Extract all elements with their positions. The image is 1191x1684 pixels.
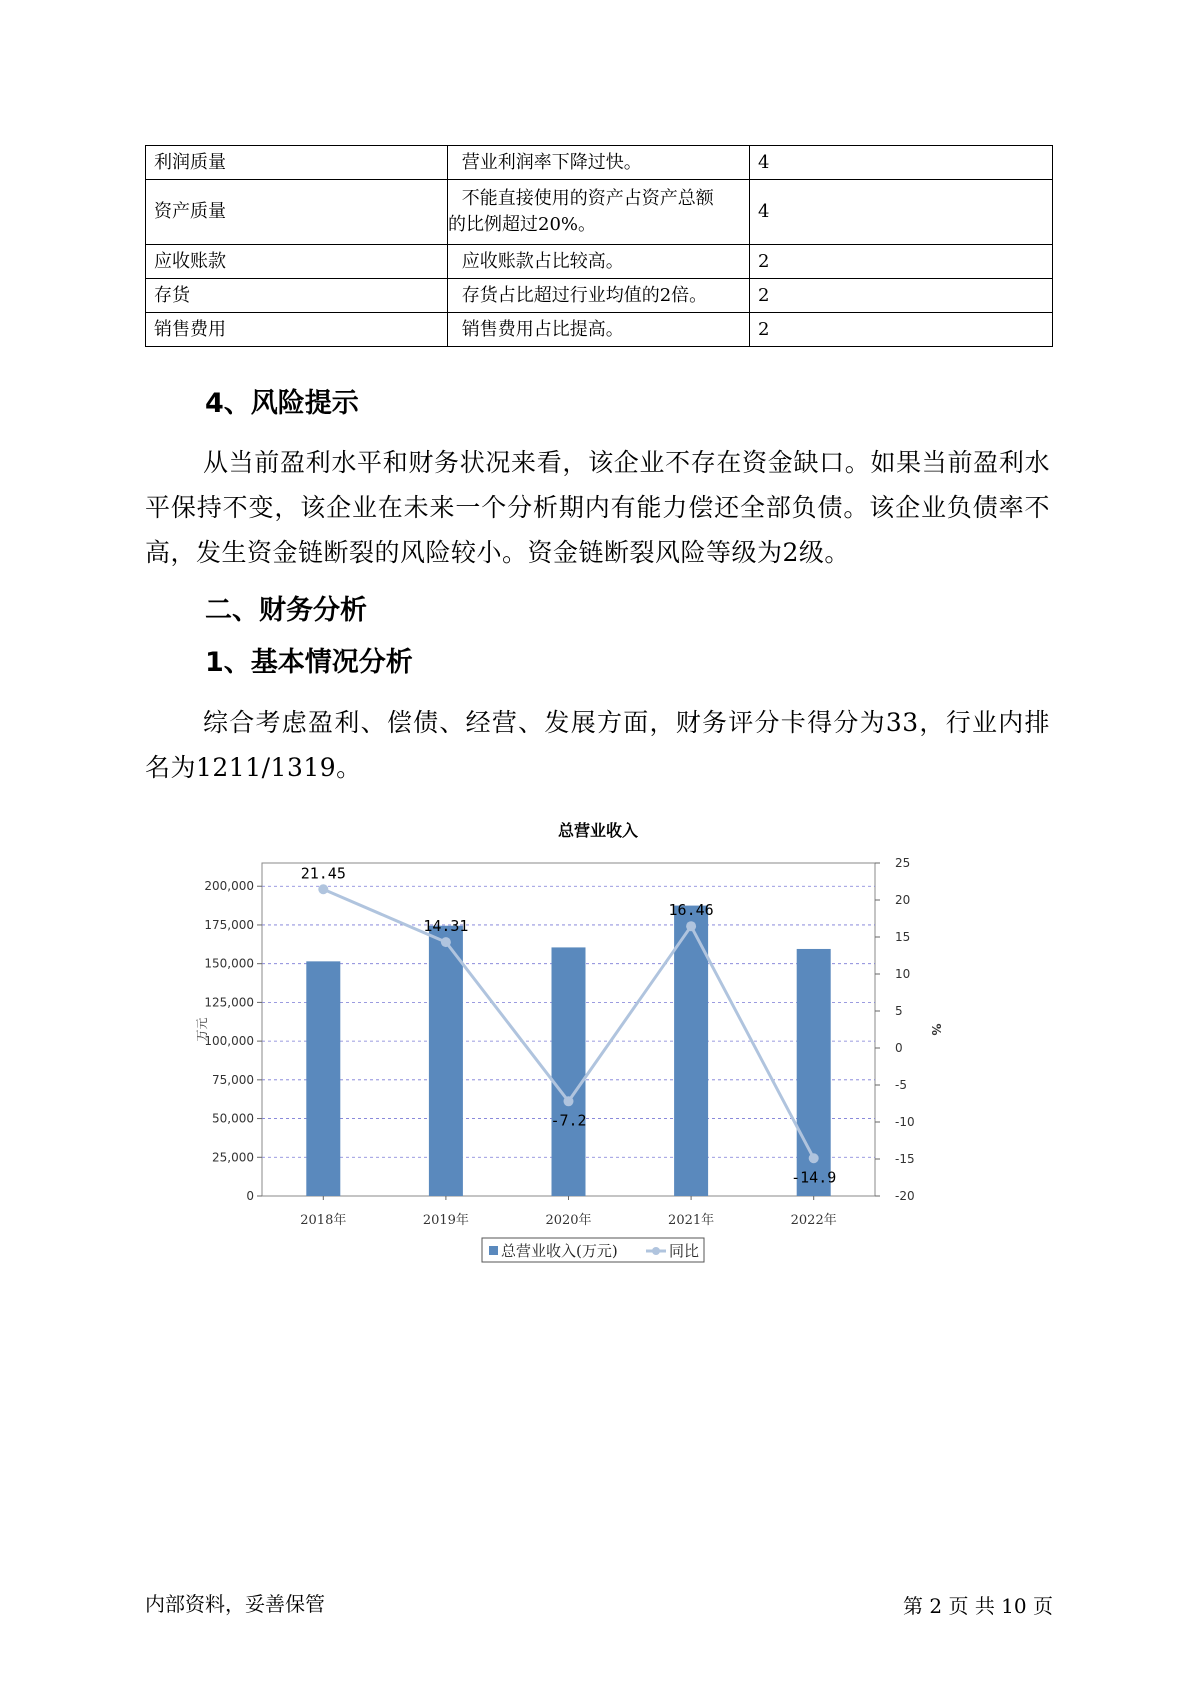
table-cell-level: 2	[750, 279, 1053, 313]
table-cell-item: 利润质量	[146, 146, 448, 180]
y2-tick-label: 5	[895, 1004, 903, 1018]
y2-tick-label: 0	[895, 1041, 903, 1055]
table-cell-desc: 销售费用占比提高。	[448, 313, 750, 347]
yoy-data-label: 16.46	[668, 901, 714, 920]
y-tick-label: 0	[246, 1189, 254, 1203]
bar	[429, 926, 463, 1196]
y2-tick-label: 10	[895, 967, 911, 981]
y2-tick-label: 20	[895, 893, 911, 907]
table-cell-desc: 营业利润率下降过快。	[448, 146, 750, 180]
y-tick-label: 200,000	[204, 879, 254, 894]
table-cell-item: 销售费用	[146, 313, 448, 347]
table-row	[146, 146, 1053, 180]
y-axis-label: 万元	[195, 1017, 209, 1042]
legend-line-marker	[652, 1247, 660, 1255]
yoy-data-label: -7.2	[550, 1111, 587, 1130]
yoy-point	[318, 884, 328, 894]
yoy-data-label: 14.31	[423, 917, 469, 936]
table-row	[146, 313, 1053, 347]
footer-confidential: 内部资料，妥善保管	[145, 1592, 325, 1616]
y-tick-label: 175,000	[204, 917, 254, 932]
legend-bar-swatch	[489, 1246, 498, 1255]
table-cell-level: 4	[750, 146, 1053, 180]
risk-paragraph: 从当前盈利水平和财务状况来看，该企业不存在资金缺口。如果当前盈利水平保持不变，该企业在未来一个分析期内有能力偿还全部负债。该企业负债率不高，发生资金链断裂的风险较小。资金链断裂风险等级为2级。	[145, 448, 1050, 567]
basic-paragraph: 综合考虑盈利、偿债、经营、发展方面，财务评分卡得分为33，行业内排名为1211/1319。	[145, 708, 1050, 782]
chart-legend	[482, 1238, 704, 1262]
yoy-data-label: -14.9	[791, 1168, 837, 1187]
table-cell-desc: 应收账款占比较高。	[448, 245, 750, 279]
table-row	[146, 180, 1053, 245]
y-tick-label: 50,000	[212, 1111, 254, 1126]
yoy-point	[686, 921, 696, 931]
legend-bar-label: 总营业收入(万元)	[501, 1242, 618, 1260]
y-tick-label: 100,000	[204, 1034, 254, 1049]
chart-title: 总营业收入	[557, 821, 639, 840]
bar	[552, 947, 586, 1196]
y2-tick-label: -15	[895, 1152, 915, 1166]
table-cell-level: 2	[750, 245, 1053, 279]
yoy-point	[564, 1096, 574, 1106]
y-tick-label: 75,000	[212, 1072, 254, 1087]
x-tick-label: 2019年	[422, 1213, 469, 1228]
table-cell-level: 4	[750, 180, 1053, 245]
y2-axis-label: %	[929, 1023, 943, 1036]
table-row	[146, 245, 1053, 279]
bar	[306, 961, 340, 1196]
risk-table	[145, 145, 1053, 347]
section-heading-financial: 二、财务分析	[205, 595, 367, 626]
section-heading-risk: 4、风险提示	[205, 388, 359, 419]
table-cell-desc: 存货占比超过行业均值的2倍。	[448, 279, 750, 313]
legend-line-label: 同比	[669, 1242, 700, 1260]
y2-tick-label: 25	[895, 856, 911, 870]
table-cell-item: 存货	[146, 279, 448, 313]
sub-heading-basic: 1、基本情况分析	[205, 647, 413, 678]
x-tick-label: 2022年	[790, 1213, 837, 1228]
yoy-point	[809, 1153, 819, 1163]
x-tick-label: 2018年	[300, 1213, 347, 1228]
revenue-chart	[170, 810, 1030, 1280]
yoy-point	[441, 937, 451, 947]
x-tick-label: 2021年	[668, 1213, 715, 1228]
table-cell-item: 应收账款	[146, 245, 448, 279]
y2-tick-label: -20	[895, 1189, 915, 1203]
y-tick-label: 125,000	[204, 995, 254, 1010]
x-tick-label: 2020年	[545, 1213, 592, 1228]
y-tick-label: 150,000	[204, 956, 254, 971]
table-row	[146, 279, 1053, 313]
y2-tick-label: -10	[895, 1115, 915, 1129]
table-cell-item: 资产质量	[146, 180, 448, 245]
table-cell-desc: 不能直接使用的资产占资产总额 的比例超过20%。	[448, 180, 750, 245]
footer-page-number: 第 2 页 共 10 页	[903, 1594, 1053, 1618]
yoy-data-label: 21.45	[300, 864, 346, 883]
y2-tick-label: 15	[895, 930, 911, 944]
y2-tick-label: -5	[895, 1078, 907, 1092]
y-tick-label: 25,000	[212, 1150, 254, 1165]
table-cell-level: 2	[750, 313, 1053, 347]
